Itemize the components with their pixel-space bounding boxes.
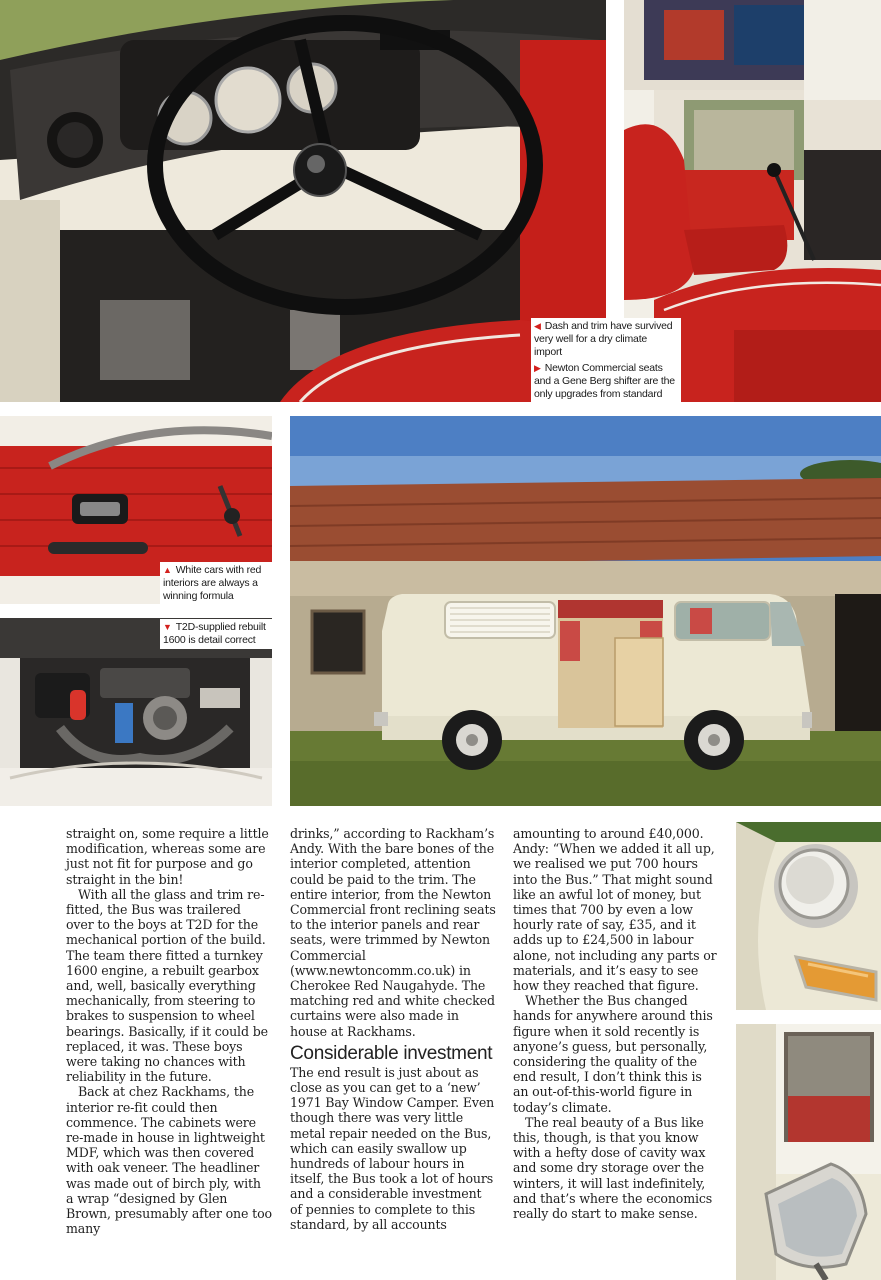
caption-dash-text: Dash and trim have survived very well for a dry climate import xyxy=(534,320,673,358)
down-triangle-icon: ▼ xyxy=(163,622,172,632)
mirror-photo xyxy=(736,1024,881,1280)
left-triangle-icon: ◀ xyxy=(534,321,541,331)
paragraph: drinks,” according to Rackham’s Andy. With the bare bones of the interior completed, attention could be paid to the trim. The entire interior, from the Newton Commercial front reclining seats to the interior panels and rear seats, were trimmed by Newton Commercial (www.newtoncomm.co.uk) in Cherokee Red Naugahyde. The matching red and white checked curtains were also made in house at Rackhams. xyxy=(290,826,496,1039)
paragraph: With all the glass and trim re-fitted, the Bus was trailered over to the boys at T2D for the mechanical portion of the build. The team there fitted a turnkey 1600 engine, a rebuilt gearbox and, well, basically everything mechanically, from steering to brakes to suspension to wheel bearings. Basically, if it could be replaced, it was. These boys were taking no chances with reliability in the future. xyxy=(66,886,268,1085)
caption-seats xyxy=(531,360,681,403)
paragraph: Whether the Bus changed hands for anywhere around this figure when it sold recently is anyone’s guess, but personally, considering the quality of the end result, I don’t think this is an out-of-this-world figure in today’s climate. xyxy=(513,993,713,1115)
bus-barn-photo xyxy=(290,416,881,806)
paragraph: amounting to around £40,000. Andy: “When we added it all up, we realised we put 700 hours into the Bus.” That might sound like an awful lot of money, but times that 700 by even a low hourly rate of say, £35, and it adds up to £24,500 in labour alone, not including any parts or materials, and it’s easy to see how they reached that figure. xyxy=(513,826,717,994)
caption-door-text: White cars with red interiors are always a winning formula xyxy=(163,564,262,602)
headlight-photo xyxy=(736,822,881,1010)
caption-engine-text: T2D-supplied rebuilt 1600 is detail correct xyxy=(163,621,266,646)
article-column-1 xyxy=(66,826,272,1236)
paragraph: straight on, some require a little modification, whereas some are just not fit for purpose and go straight in the bin! xyxy=(66,826,269,887)
caption-engine xyxy=(160,619,277,649)
section-heading: Considerable investment xyxy=(290,1042,493,1064)
up-triangle-icon: ▲ xyxy=(163,565,172,575)
paragraph: The real beauty of a Bus like this, though, is that you know with a hefty dose of cavity wax and some dry storage over the winters, it will last indefinitely, and that’s where the economics really do start to make sense. xyxy=(513,1114,713,1222)
dashboard-photo xyxy=(0,0,606,402)
article-column-2 xyxy=(290,826,496,1232)
paragraph: The end result is just about as close as you can get to a ‘new’ 1971 Bay Window Camper. Even though there was very little metal repair needed on the Bus, which can easily swallow up hundreds of labour hours in itself, the Bus took a lot of hours and a considerable investment of pennies to complete to this standard, by all accounts xyxy=(290,1064,495,1232)
caption-seats-text: Newton Commercial seats and a Gene Berg shifter are the only upgrades from standard xyxy=(534,362,675,400)
caption-dash xyxy=(531,318,681,361)
right-triangle-icon: ▶ xyxy=(534,363,541,373)
article-column-3 xyxy=(513,826,719,1221)
paragraph: Back at chez Rackhams, the interior re-fit could then commence. The cabinets were re-made in house in lightweight MDF, which was then covered with oak veneer. The headliner was made out of birch ply, with a wrap “designed by Glen Brown, presumably after one too many xyxy=(66,1084,272,1237)
caption-door xyxy=(160,562,275,605)
